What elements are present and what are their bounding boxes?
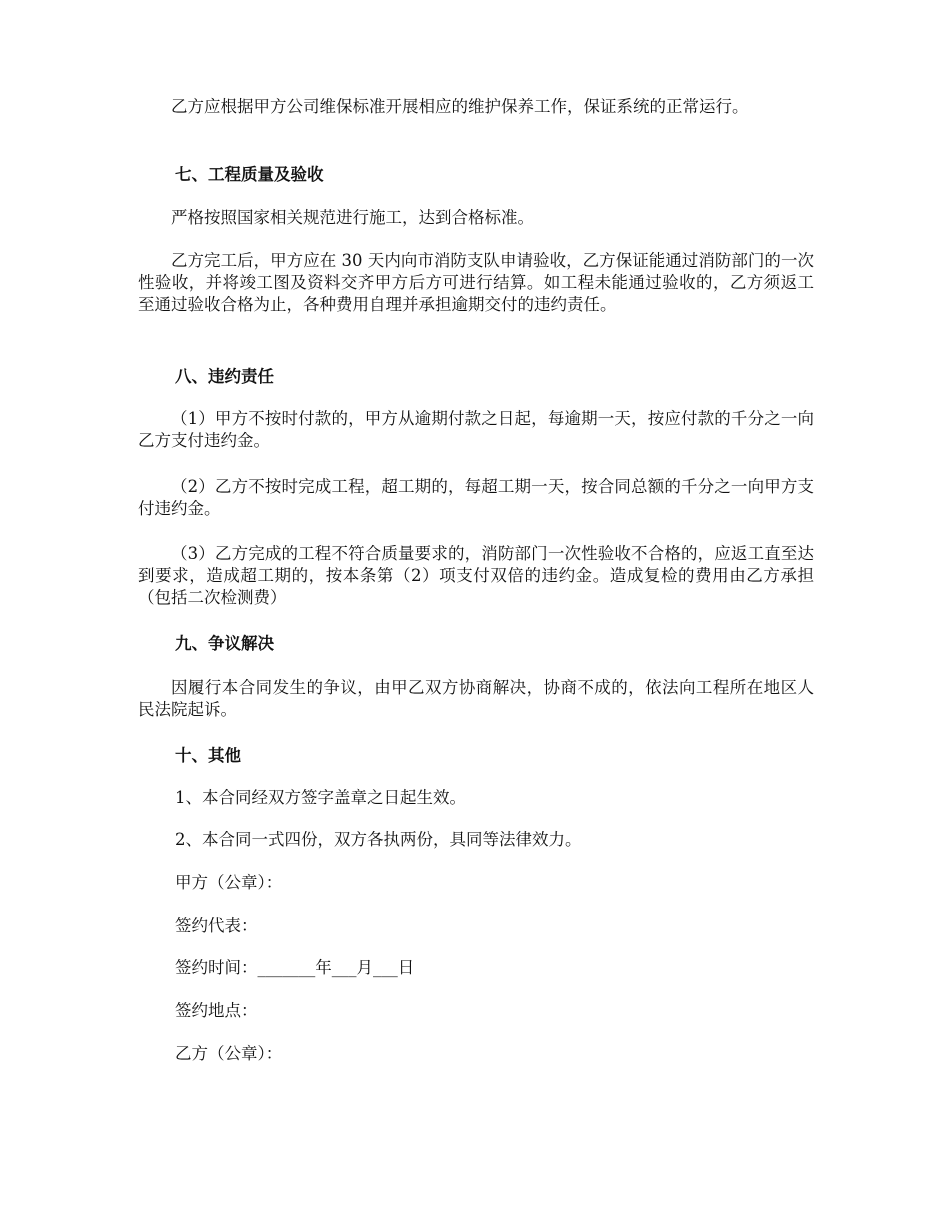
party-a-seal: 甲方（公章）：	[175, 873, 283, 892]
section-7-heading: 七、工程质量及验收	[175, 165, 324, 184]
section-8-heading: 八、违约责任	[175, 367, 274, 386]
section-9-paragraph: 因履行本合同发生的争议，由甲乙双方协商解决，协商不成的，依法向工程所在地区人民法院起诉。	[138, 678, 814, 719]
section-7-paragraph-2: 乙方完工后，甲方应在 30 天内向市消防支队申请验收，乙方保证能通过消防部门的一次性验收，并将竣工图及资料交齐甲方后方可进行结算。如工程未能通过验收的，乙方须返工至通过验收合格为止，各种费用自理并承担逾期交付的违约责任。	[138, 251, 814, 314]
party-b-seal: 乙方（公章）：	[175, 1044, 283, 1063]
section-10-heading: 十、其他	[175, 746, 241, 765]
section-8-clause-2: （2）乙方不按时完成工程，超工期的，每超工期一天，按合同总额的千分之一向甲方支付违约金。	[138, 477, 814, 518]
section-9-heading: 九、争议解决	[175, 634, 274, 653]
section-8-clause-1: （1）甲方不按时付款的，甲方从逾期付款之日起，每逾期一天，按应付款的千分之一向乙方支付违约金。	[138, 409, 814, 450]
signing-place: 签约地点：	[175, 1001, 258, 1020]
section-10-item-1: 1、本合同经双方签字盖章之日起生效。	[175, 788, 466, 807]
maintenance-paragraph: 乙方应根据甲方公司维保标准开展相应的维护保养工作，保证系统的正常运行。	[171, 97, 749, 116]
section-10-item-2: 2、本合同一式四份，双方各执两份，具同等法律效力。	[175, 830, 582, 849]
signing-representative: 签约代表：	[175, 916, 258, 935]
section-7-paragraph-1: 严格按照国家相关规范进行施工，达到合格标准。	[171, 208, 534, 227]
signing-time: 签约时间：_______年___月___日	[175, 958, 415, 977]
section-8-clause-3: （3）乙方完成的工程不符合质量要求的，消防部门一次性验收不合格的，应返工直至达到要求，造成超工期的，按本条第（2）项支付双倍的违约金。造成复检的费用由乙方承担（包括二次检测费）	[138, 544, 814, 607]
